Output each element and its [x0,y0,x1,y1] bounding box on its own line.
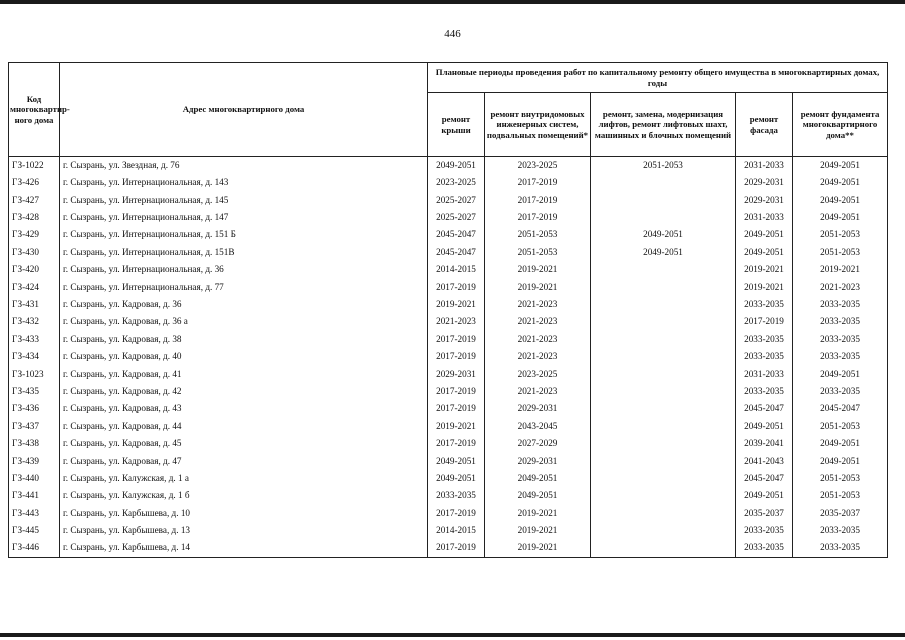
cell-foundation: 2049-2051 [793,157,888,175]
cell-roof: 2025-2027 [428,209,485,226]
cell-elevator [591,366,736,383]
cell-elevator [591,435,736,452]
cell-address: г. Сызрань, ул. Интернациональная, д. 36 [60,261,428,278]
table-row [9,331,888,348]
table-row [9,227,888,244]
cell-roof: 2049-2051 [428,453,485,470]
header-engineering: ремонт внутридомовых инженерных систем, подвальных помещений* [485,93,591,157]
cell-foundation: 2049-2051 [793,192,888,209]
cell-roof: 2019-2021 [428,296,485,313]
cell-engineering: 2019-2021 [485,505,591,522]
cell-elevator [591,174,736,191]
cell-code: ГЗ-436 [9,400,60,417]
cell-facade: 2031-2033 [736,157,793,175]
cell-address: г. Сызрань, ул. Калужская, д. 1 б [60,487,428,504]
cell-facade: 2039-2041 [736,435,793,452]
cell-roof: 2045-2047 [428,227,485,244]
cell-elevator [591,540,736,558]
table-row [9,174,888,191]
cell-elevator: 2049-2051 [591,227,736,244]
cell-foundation: 2033-2035 [793,522,888,539]
cell-roof: 2014-2015 [428,261,485,278]
cell-address: г. Сызрань, ул. Интернациональная, д. 151 Б [60,227,428,244]
header-foundation: ремонт фундамента многоквартирного дома** [793,93,888,157]
cell-code: ГЗ-432 [9,314,60,331]
cell-foundation: 2049-2051 [793,366,888,383]
cell-roof: 2017-2019 [428,279,485,296]
cell-facade: 2019-2021 [736,261,793,278]
table-row [9,192,888,209]
cell-elevator [591,209,736,226]
cell-engineering: 2017-2019 [485,209,591,226]
cell-roof: 2017-2019 [428,348,485,365]
cell-foundation: 2019-2021 [793,261,888,278]
cell-facade: 2041-2043 [736,453,793,470]
cell-foundation: 2051-2053 [793,418,888,435]
cell-foundation: 2033-2035 [793,383,888,400]
cell-facade: 2049-2051 [736,227,793,244]
table-row [9,366,888,383]
cell-address: г. Сызрань, ул. Интернациональная, д. 143 [60,174,428,191]
cell-roof: 2025-2027 [428,192,485,209]
table-row [9,348,888,365]
cell-facade: 2031-2033 [736,366,793,383]
cell-code: ГЗ-441 [9,487,60,504]
cell-engineering: 2049-2051 [485,470,591,487]
cell-address: г. Сызрань, ул. Кадровая, д. 41 [60,366,428,383]
cell-roof: 2029-2031 [428,366,485,383]
cell-elevator [591,418,736,435]
cell-roof: 2017-2019 [428,435,485,452]
cell-roof: 2017-2019 [428,505,485,522]
cell-address: г. Сызрань, ул. Кадровая, д. 43 [60,400,428,417]
cell-facade: 2033-2035 [736,383,793,400]
cell-engineering: 2021-2023 [485,296,591,313]
cell-elevator [591,522,736,539]
cell-elevator [591,383,736,400]
cell-roof: 2017-2019 [428,383,485,400]
cell-foundation: 2051-2053 [793,470,888,487]
page-number: 446 [444,28,461,40]
cell-engineering: 2043-2045 [485,418,591,435]
cell-code: ГЗ-424 [9,279,60,296]
cell-elevator [591,470,736,487]
cell-foundation: 2049-2051 [793,435,888,452]
header-code: Код многоквартир-ного дома [9,63,60,157]
cell-elevator: 2049-2051 [591,244,736,261]
cell-elevator [591,296,736,313]
table-row [9,314,888,331]
cell-facade: 2029-2031 [736,192,793,209]
cell-engineering: 2051-2053 [485,244,591,261]
table-row [9,435,888,452]
cell-foundation: 2033-2035 [793,348,888,365]
table-row [9,453,888,470]
cell-address: г. Сызрань, ул. Кадровая, д. 36 [60,296,428,313]
cell-engineering: 2021-2023 [485,383,591,400]
cell-roof: 2019-2021 [428,418,485,435]
table-row [9,209,888,226]
header-facade: ремонт фасада [736,93,793,157]
cell-address: г. Сызрань, ул. Кадровая, д. 47 [60,453,428,470]
cell-facade: 2029-2031 [736,174,793,191]
cell-elevator [591,487,736,504]
cell-address: г. Сызрань, ул. Интернациональная, д. 145 [60,192,428,209]
header-periods-group: Плановые периоды проведения работ по капитальному ремонту общего имущества в многоквартирных домах, годы [428,63,888,93]
table-body [9,157,888,558]
cell-foundation: 2033-2035 [793,296,888,313]
cell-engineering: 2019-2021 [485,540,591,558]
cell-engineering: 2019-2021 [485,261,591,278]
cell-code: ГЗ-440 [9,470,60,487]
cell-code: ГЗ-427 [9,192,60,209]
table-row [9,261,888,278]
cell-address: г. Сызрань, ул. Кадровая, д. 38 [60,331,428,348]
cell-facade: 2033-2035 [736,331,793,348]
cell-engineering: 2023-2025 [485,157,591,175]
cell-address: г. Сызрань, ул. Карбышева, д. 10 [60,505,428,522]
table-row [9,505,888,522]
scan-edge-top [0,0,905,4]
cell-roof: 2017-2019 [428,331,485,348]
table-row [9,383,888,400]
table-row [9,279,888,296]
cell-code: ГЗ-426 [9,174,60,191]
cell-engineering: 2029-2031 [485,453,591,470]
cell-facade: 2049-2051 [736,418,793,435]
cell-address: г. Сызрань, ул. Интернациональная, д. 147 [60,209,428,226]
cell-code: ГЗ-431 [9,296,60,313]
header-roof: ремонт крыши [428,93,485,157]
cell-engineering: 2051-2053 [485,227,591,244]
cell-elevator [591,261,736,278]
cell-engineering: 2017-2019 [485,174,591,191]
cell-facade: 2049-2051 [736,487,793,504]
cell-engineering: 2017-2019 [485,192,591,209]
cell-elevator: 2051-2053 [591,157,736,175]
cell-address: г. Сызрань, ул. Звездная, д. 76 [60,157,428,175]
cell-elevator [591,314,736,331]
cell-elevator [591,331,736,348]
cell-code: ГЗ-435 [9,383,60,400]
cell-address: г. Сызрань, ул. Карбышева, д. 13 [60,522,428,539]
cell-facade: 2017-2019 [736,314,793,331]
cell-roof: 2033-2035 [428,487,485,504]
cell-engineering: 2019-2021 [485,522,591,539]
table-row [9,157,888,175]
cell-foundation: 2045-2047 [793,400,888,417]
cell-foundation: 2021-2023 [793,279,888,296]
cell-facade: 2033-2035 [736,296,793,313]
header-elevator: ремонт, замена, модернизация лифтов, ремонт лифтовых шахт, машинных и блочных помещений [591,93,736,157]
cell-engineering: 2019-2021 [485,279,591,296]
cell-elevator [591,400,736,417]
cell-foundation: 2033-2035 [793,314,888,331]
cell-foundation: 2049-2051 [793,453,888,470]
cell-code: ГЗ-429 [9,227,60,244]
table-row [9,540,888,558]
capital-repair-table [8,62,888,558]
cell-roof: 2049-2051 [428,470,485,487]
cell-code: ГЗ-438 [9,435,60,452]
table-row [9,400,888,417]
cell-address: г. Сызрань, ул. Кадровая, д. 40 [60,348,428,365]
table-row [9,470,888,487]
table-row [9,418,888,435]
cell-address: г. Сызрань, ул. Кадровая, д. 42 [60,383,428,400]
cell-code: ГЗ-1023 [9,366,60,383]
cell-address: г. Сызрань, ул. Калужская, д. 1 а [60,470,428,487]
cell-code: ГЗ-445 [9,522,60,539]
cell-code: ГЗ-439 [9,453,60,470]
cell-roof: 2021-2023 [428,314,485,331]
cell-address: г. Сызрань, ул. Кадровая, д. 36 а [60,314,428,331]
cell-facade: 2033-2035 [736,522,793,539]
cell-engineering: 2029-2031 [485,400,591,417]
cell-code: ГЗ-443 [9,505,60,522]
cell-address: г. Сызрань, ул. Интернациональная, д. 77 [60,279,428,296]
table-row [9,487,888,504]
cell-address: г. Сызрань, ул. Карбышева, д. 14 [60,540,428,558]
cell-engineering: 2049-2051 [485,487,591,504]
cell-code: ГЗ-1022 [9,157,60,175]
cell-elevator [591,192,736,209]
scan-edge-bottom [0,633,905,637]
cell-elevator [591,279,736,296]
cell-engineering: 2023-2025 [485,366,591,383]
cell-elevator [591,453,736,470]
cell-facade: 2049-2051 [736,244,793,261]
cell-roof: 2017-2019 [428,400,485,417]
cell-address: г. Сызрань, ул. Интернациональная, д. 151В [60,244,428,261]
cell-foundation: 2051-2053 [793,244,888,261]
cell-code: ГЗ-434 [9,348,60,365]
cell-code: ГЗ-428 [9,209,60,226]
cell-code: ГЗ-446 [9,540,60,558]
cell-roof: 2023-2025 [428,174,485,191]
cell-facade: 2035-2037 [736,505,793,522]
cell-code: ГЗ-430 [9,244,60,261]
cell-facade: 2031-2033 [736,209,793,226]
cell-elevator [591,348,736,365]
cell-facade: 2019-2021 [736,279,793,296]
cell-engineering: 2027-2029 [485,435,591,452]
cell-roof: 2014-2015 [428,522,485,539]
cell-facade: 2045-2047 [736,400,793,417]
cell-foundation: 2033-2035 [793,540,888,558]
cell-engineering: 2021-2023 [485,348,591,365]
cell-address: г. Сызрань, ул. Кадровая, д. 45 [60,435,428,452]
cell-facade: 2033-2035 [736,540,793,558]
table-row [9,522,888,539]
table-row [9,296,888,313]
cell-foundation: 2051-2053 [793,487,888,504]
header-address: Адрес многоквартирного дома [60,63,428,157]
cell-roof: 2049-2051 [428,157,485,175]
cell-foundation: 2033-2035 [793,331,888,348]
cell-elevator [591,505,736,522]
cell-address: г. Сызрань, ул. Кадровая, д. 44 [60,418,428,435]
cell-foundation: 2049-2051 [793,174,888,191]
cell-foundation: 2051-2053 [793,227,888,244]
cell-roof: 2017-2019 [428,540,485,558]
cell-engineering: 2021-2023 [485,314,591,331]
cell-code: ГЗ-437 [9,418,60,435]
cell-foundation: 2035-2037 [793,505,888,522]
cell-facade: 2033-2035 [736,348,793,365]
cell-facade: 2045-2047 [736,470,793,487]
cell-foundation: 2049-2051 [793,209,888,226]
table-row [9,244,888,261]
cell-code: ГЗ-420 [9,261,60,278]
cell-roof: 2045-2047 [428,244,485,261]
cell-code: ГЗ-433 [9,331,60,348]
cell-engineering: 2021-2023 [485,331,591,348]
